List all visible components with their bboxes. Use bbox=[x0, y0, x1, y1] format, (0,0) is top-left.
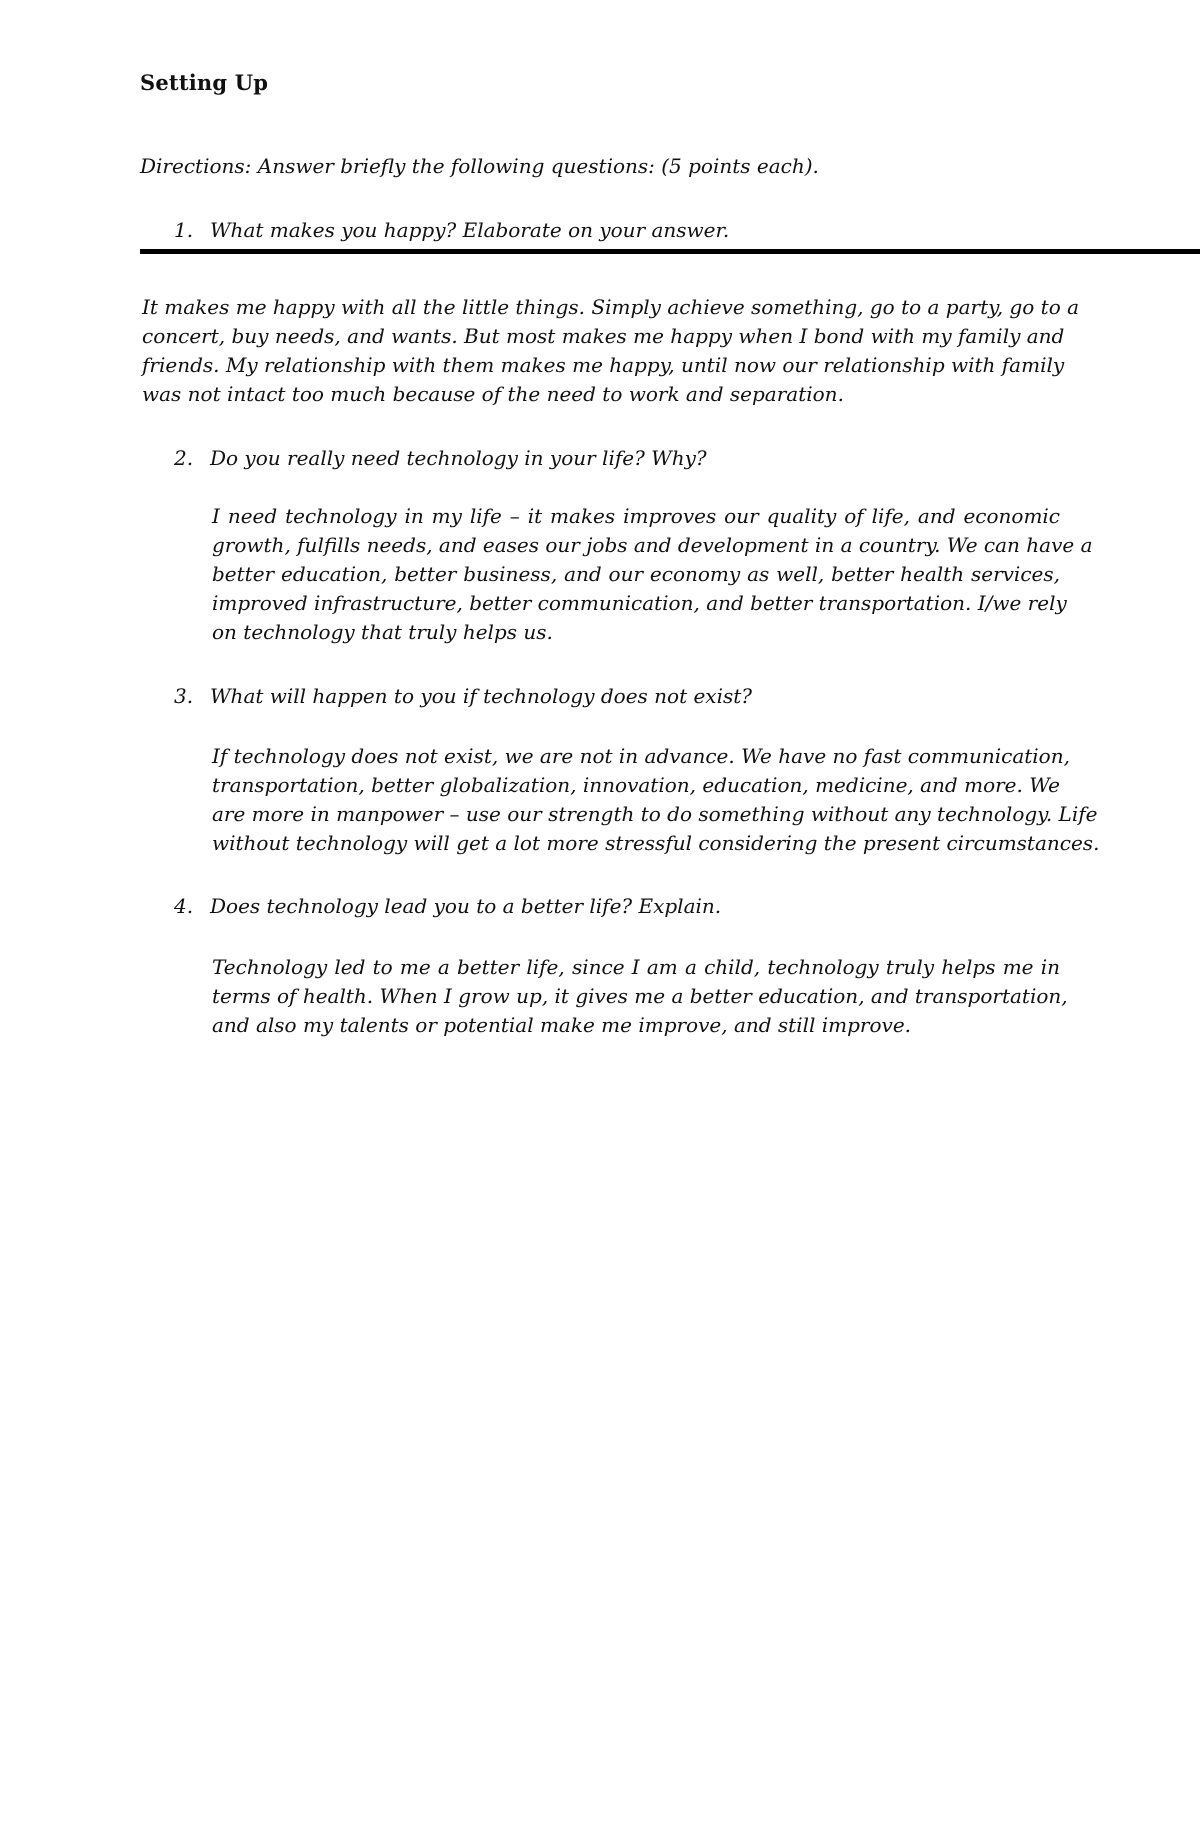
answer-line: was not intact too much because of the need to work and separation. bbox=[142, 382, 844, 406]
answer-2 bbox=[212, 502, 1093, 647]
question-1 bbox=[174, 218, 729, 242]
question-text: Does technology lead you to a better life? Explain. bbox=[210, 894, 722, 918]
answer-line: friends. My relationship with them makes me happy, until now our relationship with family bbox=[142, 353, 1065, 377]
question-2 bbox=[174, 446, 707, 470]
answer-line: better education, better business, and our economy as well, better health services, bbox=[212, 562, 1060, 586]
question-text: What makes you happy? Elaborate on your answer. bbox=[210, 218, 730, 242]
answer-4 bbox=[212, 953, 1068, 1040]
question-3 bbox=[174, 684, 752, 708]
directions-text: Directions: Answer briefly the following questions: (5 points each). bbox=[140, 154, 819, 178]
answer-3 bbox=[212, 742, 1100, 858]
answer-line: on technology that truly helps us. bbox=[212, 620, 553, 644]
answer-1 bbox=[142, 293, 1080, 409]
answer-line: Technology led to me a better life, since I am a child, technology truly helps me in bbox=[212, 955, 1060, 979]
question-text: What will happen to you if technology does not exist? bbox=[210, 684, 753, 708]
answer-line: It makes me happy with all the little things. Simply achieve something, go to a party, go to a bbox=[142, 295, 1080, 319]
answer-line: without technology will get a lot more stressful considering the present circumstances. bbox=[212, 831, 1100, 855]
question-number: 1. bbox=[174, 218, 194, 242]
answer-line: growth, fulfills needs, and eases our jobs and development in a country. We can have a bbox=[212, 533, 1093, 557]
answer-line: transportation, better globalization, innovation, education, medicine, and more. We bbox=[212, 773, 1060, 797]
answer-line: terms of health. When I grow up, it gives me a better education, and transportation, bbox=[212, 984, 1068, 1008]
answer-line: I need technology in my life – it makes improves our quality of life, and economic bbox=[212, 504, 1060, 528]
question-number: 4. bbox=[174, 894, 194, 918]
question-number: 2. bbox=[174, 446, 194, 470]
answer-line: and also my talents or potential make me improve, and still improve. bbox=[212, 1013, 912, 1037]
question-text: Do you really need technology in your life? Why? bbox=[210, 446, 707, 470]
answer-line: are more in manpower – use our strength to do something without any technology. Life bbox=[212, 802, 1098, 826]
answer-line: If technology does not exist, we are not in advance. We have no fast communication, bbox=[212, 744, 1070, 768]
answer-line: concert, buy needs, and wants. But most makes me happy when I bond with my family and bbox=[142, 324, 1065, 348]
question-number: 3. bbox=[174, 684, 194, 708]
answer-line: improved infrastructure, better communication, and better transportation. I/we rely bbox=[212, 591, 1067, 615]
horizontal-rule bbox=[140, 249, 1200, 254]
question-4 bbox=[174, 894, 721, 918]
page-title: Setting Up bbox=[140, 70, 269, 95]
